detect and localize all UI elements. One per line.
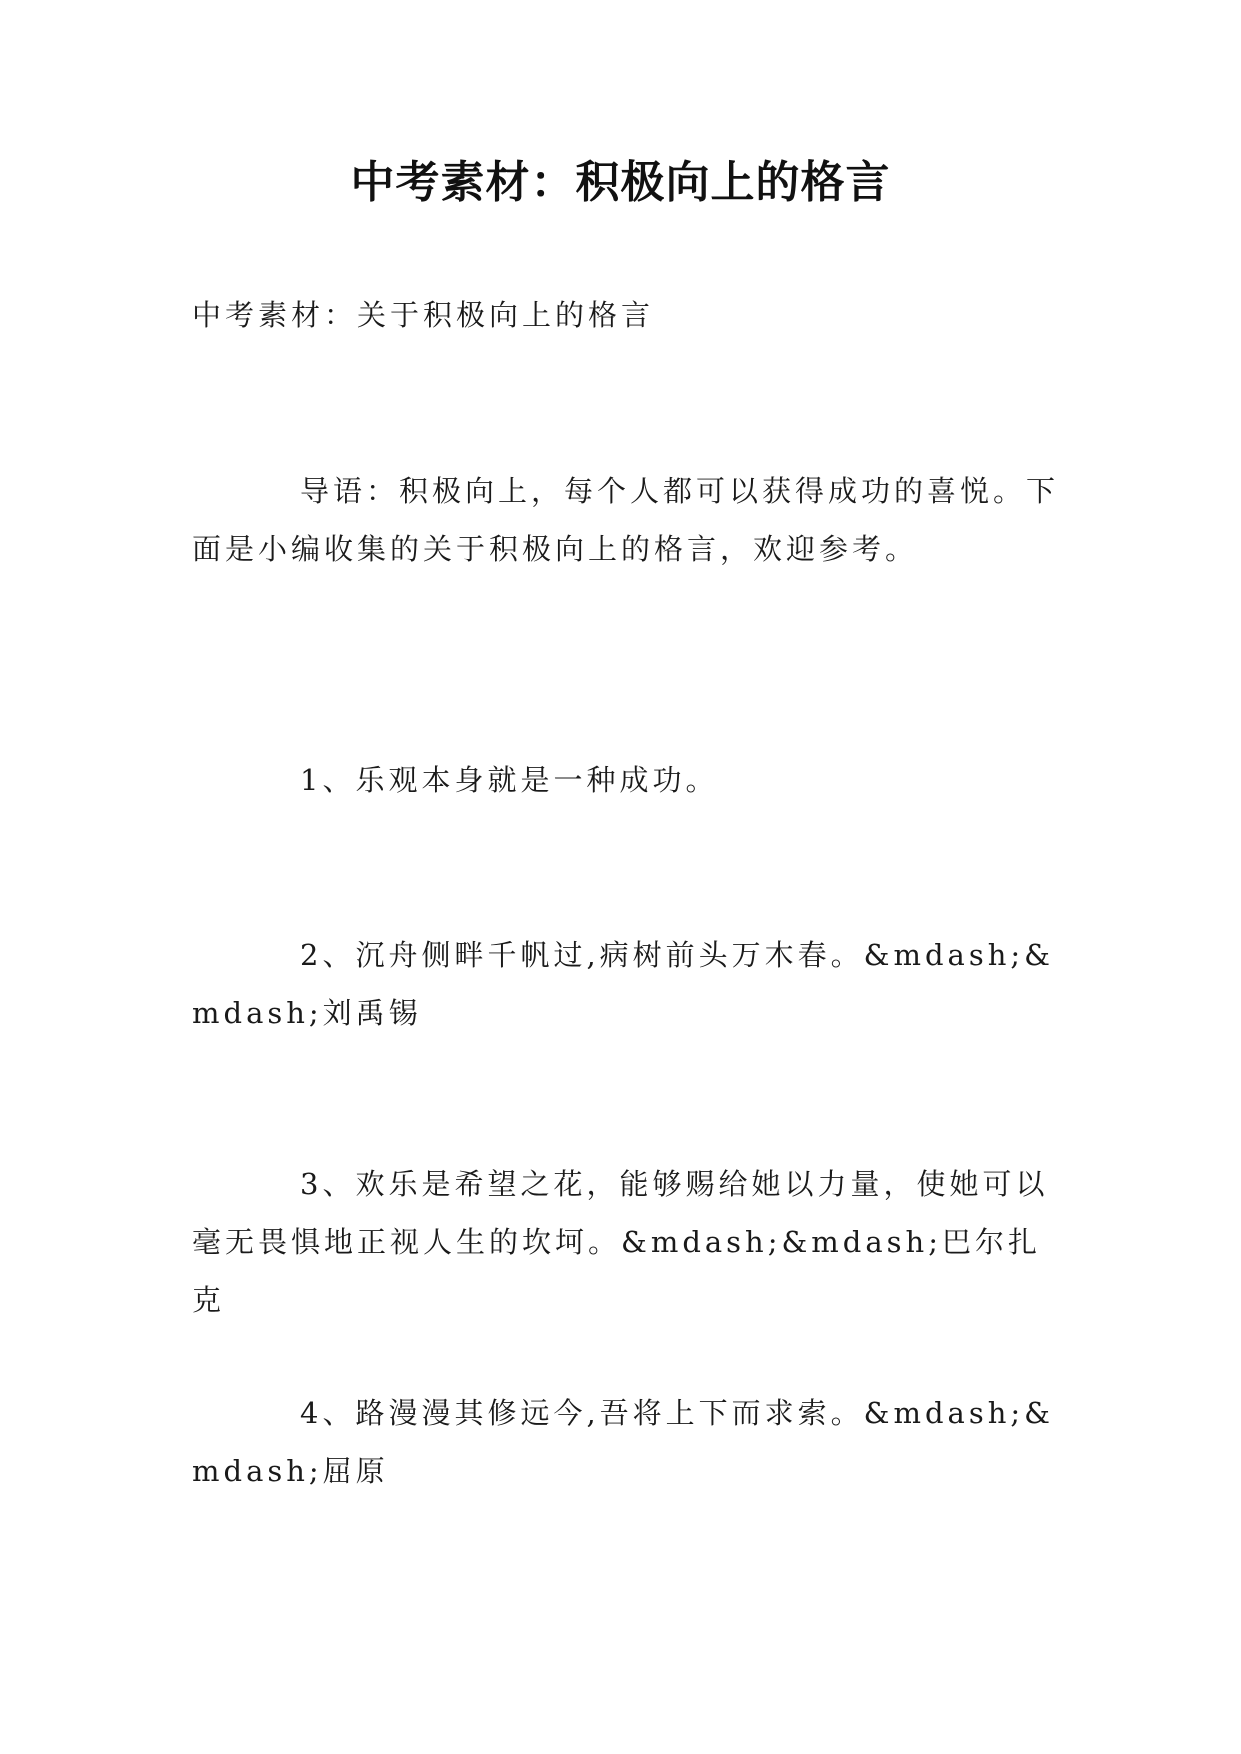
document-title: 中考素材：积极向上的格言 xyxy=(350,157,891,208)
quote-item-2: 2、沉舟侧畔千帆过,病树前头万木春。&mdash;&mdash;刘禹锡 xyxy=(192,938,1054,1030)
quote-item-3: 3、欢乐是希望之花，能够赐给她以力量，使她可以毫无畏惧地正视人生的坎坷。&mdash;&mdash;巴尔扎克 xyxy=(192,1167,1049,1317)
intro-paragraph: 导语：积极向上，每个人都可以获得成功的喜悦。下面是小编收集的关于积极向上的格言，欢迎参考。 xyxy=(192,474,1060,566)
document-subtitle: 中考素材：关于积极向上的格言 xyxy=(192,298,655,332)
quote-item-1: 1、乐观本身就是一种成功。 xyxy=(300,763,719,797)
quote-item-4: 4、路漫漫其修远今,吾将上下而求索。&mdash;&mdash;屈原 xyxy=(192,1396,1054,1488)
